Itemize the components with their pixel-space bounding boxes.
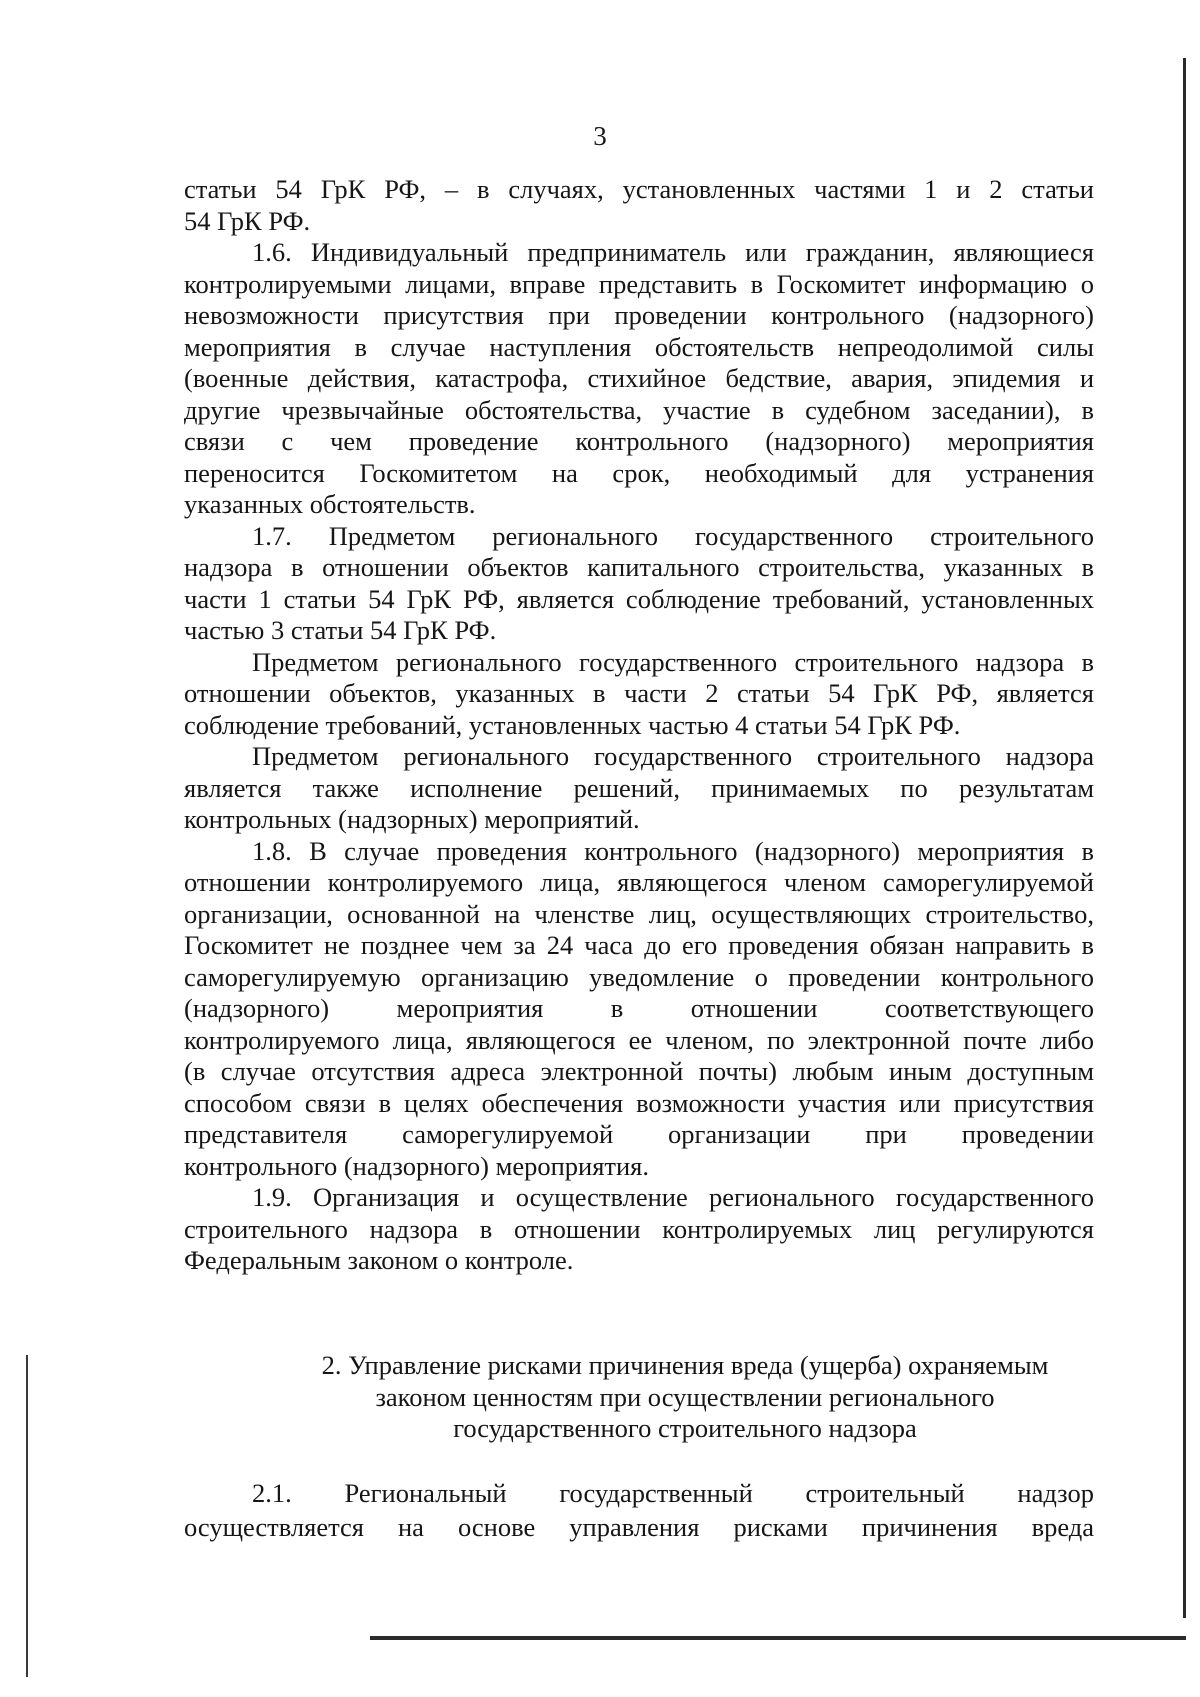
text-line: (в случае отсутствия адреса электронной почты) любым иным доступным xyxy=(184,1056,1094,1086)
text-line: Предметом регионального государственного строительного надзора xyxy=(252,741,1094,771)
text-line: Госкомитет не позднее чем за 24 часа до его проведения обязан направить в xyxy=(184,930,1094,960)
text-line: организации, основанной на членстве лиц, осуществляющих строительство, xyxy=(184,898,1094,929)
text-line: представителя саморегулируемой организации при проведении xyxy=(184,1119,1094,1149)
text-line: отношении объектов, указанных в части 2 статьи 54 ГрК РФ, является xyxy=(184,678,1094,708)
text-line: другие чрезвычайные обстоятельства, участие в судебном заседании), в xyxy=(184,394,1094,425)
text-line: саморегулируемую организацию уведомление о проведении контрольного xyxy=(184,961,1094,992)
scan-edge-bottom xyxy=(370,1636,1186,1640)
text-line: 1.8. В случае проведения контрольного (надзорного) мероприятия в xyxy=(252,835,1094,866)
text-line: Предметом регионального государственного строительного надзора в xyxy=(252,646,1094,677)
text-line: (надзорного) мероприятия в отношении соответствующего xyxy=(184,993,1094,1023)
body-text xyxy=(184,174,1094,1277)
text-line: 1.6. Индивидуальный предприниматель или гражданин, являющиеся xyxy=(252,237,1094,267)
text-line: указанных обстоятельств. xyxy=(184,489,476,519)
page-number: 3 xyxy=(593,121,607,151)
text-line: является также исполнение решений, принимаемых по результатам xyxy=(184,772,1094,803)
text-line: части 1 статьи 54 ГрК РФ, является соблюдение требований, установленных xyxy=(184,583,1094,614)
text-line: контролируемыми лицами, вправе представить в Госкомитет информацию о xyxy=(184,268,1094,299)
text-line: невозможности присутствия при проведении контрольного (надзорного) xyxy=(184,300,1094,330)
text-line: надзора в отношении объектов капитального строительства, указанных в xyxy=(184,552,1094,582)
text-line: отношении контролируемого лица, являющегося членом саморегулируемой xyxy=(184,867,1094,897)
text-line: контролируемого лица, являющегося ее членом, по электронной почте либо xyxy=(184,1024,1094,1055)
text-line: связи с чем проведение контрольного (надзорного) мероприятия xyxy=(184,426,1094,456)
text-line: переносится Госкомитетом на срок, необходимый для устранения xyxy=(184,457,1094,488)
text-line: 2.1. Региональный государственный строительный надзор xyxy=(252,1478,1094,1508)
text-line: соблюдение требований, установленных частью 4 статьи 54 ГрК РФ. xyxy=(184,709,961,740)
text-line: строительного надзора в отношении контролируемых лиц регулируются xyxy=(184,1213,1094,1244)
text-line: 1.7. Предметом регионального государственного строительного xyxy=(252,520,1094,551)
heading-line: государственного строительного надзора xyxy=(453,1413,917,1443)
heading-line: законом ценностям при осуществлении регионального xyxy=(375,1381,995,1412)
heading-line: 2. Управление рисками причинения вреда (ущерба) охраняемым xyxy=(321,1350,1049,1380)
text-line: мероприятия в случае наступления обстоятельств непреодолимой силы xyxy=(184,331,1094,362)
text-line: контрольных (надзорных) мероприятий. xyxy=(184,804,640,834)
scan-edge-right xyxy=(1183,58,1186,1618)
text-line: 54 ГрК РФ. xyxy=(184,205,311,236)
text-line: 1.9. Организация и осуществление регионального государственного xyxy=(252,1182,1094,1212)
text-line: частью 3 статьи 54 ГрК РФ. xyxy=(184,615,497,645)
section-heading xyxy=(240,1350,1130,1445)
scan-edge-left xyxy=(26,1355,28,1677)
text-line: осуществляется на основе управления рисками причинения вреда xyxy=(184,1512,1094,1542)
section-text xyxy=(184,1476,1094,1544)
text-line: контрольного (надзорного) мероприятия. xyxy=(184,1150,649,1181)
text-line: статьи 54 ГрК РФ, – в случаях, установленных частями 1 и 2 статьи xyxy=(184,174,1094,204)
text-line: способом связи в целях обеспечения возможности участия или присутствия xyxy=(184,1087,1094,1118)
text-line: Федеральным законом о контроле. xyxy=(184,1245,574,1275)
text-line: (военные действия, катастрофа, стихийное бедствие, авария, эпидемия и xyxy=(184,363,1094,393)
